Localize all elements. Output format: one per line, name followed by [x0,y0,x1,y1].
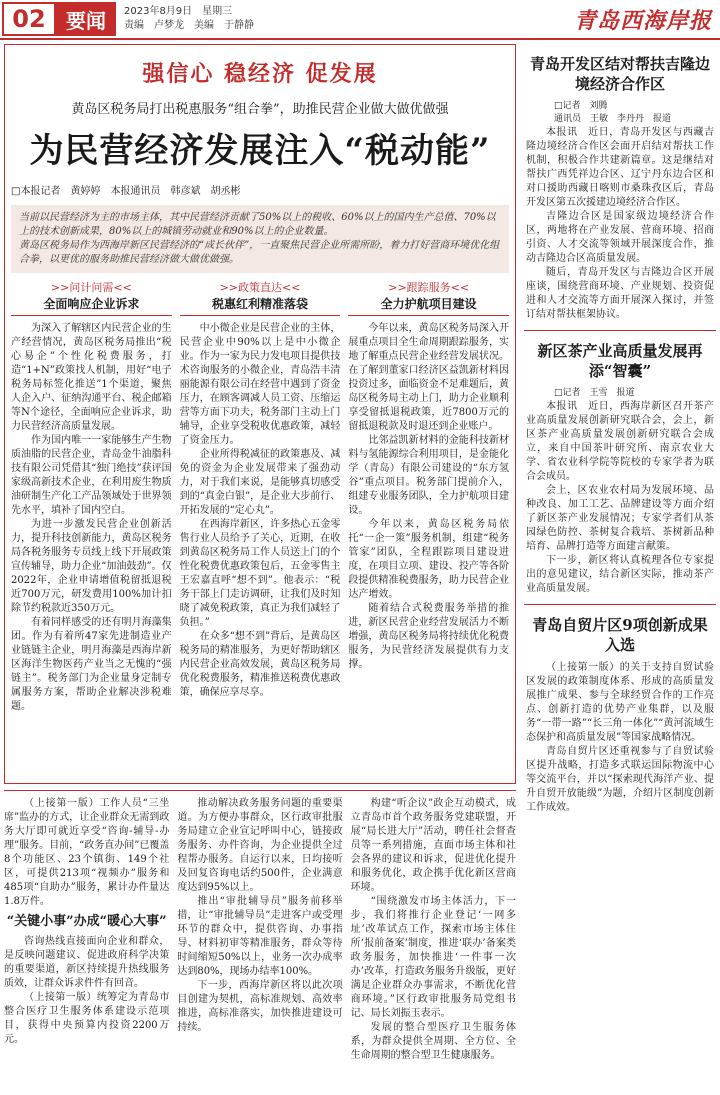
body-paragraph: 中小微企业是民营企业的主体，民营企业中90%以上是中小微企业。作为一家为民力发电项目提供技术咨询服务的小微企业，青岛浩丰清丽能源有限公司在经营中遇到了资金压力，在顾客调减人员工资、压缩运营等方面下功夫，税务部门主动上门辅导，企业享受税收优惠政策，减轻了资金压力。 [179,323,341,446]
side-byline: 通讯员 王敏 李丹丹 报道 [554,114,672,124]
box-title: “关键小事”办成“暖心大事” [6,914,167,929]
lower-column [177,797,342,1092]
lead-kicker: 黄岛区税务局打出税惠服务“组合拳”，助推民营企业做大做优做强 [71,102,449,117]
side-title: 青岛自贸片区9项创新成果入选 [532,616,708,654]
body-paragraph: 会上，区农业农村局为发展环境、品种改良、加工工艺、品牌建设等方面介绍了新区茶产业发展情况；专家学者们从茶园绿色防控、茶树复合栽培、茶树新品种培育、品牌打造等方面建言献策。 [526,485,714,552]
body-paragraph: 吉隆边合区是国家级边境经济合作区，两地将在产业发展、营商环境、招商引资、人才交流等领域开展深度合作，推动吉隆边合区高质量发展。 [526,211,714,264]
summary-paragraph: 黄岛区税务局作为西海岸新区民营经济的“成长伙伴”，一直聚焦民营企业所需所盼，着力打好营商环境优化组合拳，以更优的服务助推民营经济做大做优做强。 [19,240,500,265]
side-column [524,44,716,1092]
summary-paragraph: 当前以民营经济为主的市场主体，其中民营经济贡献了50%以上的税收、60%以上的国内生产总值、70%以上的技术创新成果，80%以上的城镇劳动就业和90%以上的企业数量。 [19,212,496,237]
body-paragraph: 为深入了解辖区内民营企业的生产经营情况，黄岛区税务局推出“税心易企”个性化税费服务，打造“1+N”政策找人机制，用好“电子税务局标签化推送”1个渠道，聚焦人企入户、征纳沟通平台、税企邮箱等N个途径，全面响应企业诉求，助力民营经济高质量发展。 [11,323,172,432]
header-meta [124,5,254,33]
body-paragraph: “围绕激发市场主体活力，下一步，我们将推行企业登记‘一网多址’改革试点工作，探索市场主体住所‘报前备案’制度，推进‘联办’备案类政务服务，加快推进‘一件事一次办’改革，打造政务服务升级版，更好满足企业群众办事需求，不断优化营商环境。”区行政审批服务局党组书记、局长刘振玉表示。 [350,896,516,1019]
page-header [0,0,720,40]
body-paragraph: 随后，青岛开发区与吉隆边合区开展座谈，围绕营商环境、产业规划、投资促进和人才交流等方面开展深入探讨，并签订结对帮扶框架协议。 [526,267,714,320]
body-paragraph: 有着同样感受的还有明月海藻集团。作为有着所47家先进制造业产业链链主企业，明月海藻是西海岸新区海洋生物医药产业当之无愧的“强链主”。税务部门为企业量身定制专属服务方案，帮助企业解决涉税难题。 [11,617,172,712]
lead-column [11,281,172,714]
body-paragraph: 今年以来，黄岛区税务局依托“一企一策”服务机制，组建“税务管家”团队，全程跟踪项目建设进度，在项目立项、建设、投产等各阶段提供精准税费服务，助力民营企业达产增效。 [348,519,510,600]
date-line: 2023年8月9日 星期三 [124,6,233,17]
column-tag: >>问计问需<< [50,281,132,294]
body-paragraph: 作为国内唯一一家能够生产生物质油脂的民营企业，青岛金牛油脂科技有限公司凭借其“独门绝技”获评国家级高新技术企业，在利用废生物质油研制生产化工产品领域处于世界领先水平，填补了国内空白。 [11,435,172,516]
body-paragraph: 本报讯 近日，青岛开发区与西藏吉隆边境经济合作区会面开启结对帮扶工作机制，积极合作共建新篇章。这是继结对帮扶广西凭祥边合区、辽宁丹东边合区和对口援助西藏日喀则市桑珠孜区后，青岛开发区第五次援建边境经济合作区。 [526,127,714,208]
body-paragraph: 在众多“想不到”背后，是黄岛区税务局的精准服务，为更好帮助辖区内民营企业高效发展，黄岛区税务局优化税费服务，精准推送税费优惠政策，确保应享尽享。 [179,631,341,698]
body-paragraph: 下一步，西海岸新区将以此次项目创建为契机，高标准规划、高效率推进，高标准落实，加快推进建设可持续。 [177,980,343,1033]
body-paragraph: 青岛自贸片区还重视参与了自贸试验区提升战略，打造多式联运国际物流中心等交流平台，并以“探索现代海洋产业、提升自贸开放能级”为题，介绍片区制度创新工作成效。 [526,746,714,813]
body-paragraph: 企业所得税减征的政策惠及、减免的资金为企业发展带来了强劲动力，对于我们来说，是能够真切感受到的“真金白银”，是企业大步前行、开拓发展的“定心丸”。 [179,449,341,516]
section-name: 要闻 [56,2,116,36]
body-paragraph: 随着结合式税费服务举措的推进，新区民营企业经营发展活力不断增强，黄岛区税务局将持续优化税费服务，为民营经济发展提供有力支撑。 [348,603,510,670]
body-paragraph: 推出“审批辅导员”服务前移举措，让“审批辅导员”走进客户或受理环节的群众中，提供咨询、办事指导、材料初审等精准服务，群众等待时间缩短50%以上，业务一次办成率达到80%，现场办结率100%。 [177,896,343,977]
lower-column [351,797,516,1092]
newspaper-logo: 青岛西海岸报 [573,8,712,34]
lead-byline: □本报记者 黄婷婷 本报通讯员 韩彦斌 胡丞彬 [11,186,241,197]
lead-column [348,281,509,714]
body-paragraph: 比邻益凯新材料的金能科技新材料与氢能源综合利用项目，是金能化学（青岛）有限公司建设的“东方氢谷”重点项目。税务部门提前介入，组建专业服务团队，全力护航项目建设。 [348,435,510,516]
body-paragraph: 下一步，新区将认真梳理各位专家提出的意见建议，结合新区实际，推动茶产业高质量发展。 [526,555,714,594]
lower-column [4,797,169,1092]
column-subhead: 全力护航项目建设 [348,297,509,316]
side-title: 新区茶产业高质量发展再添“智囊” [537,342,703,380]
editors-line: 责编 卢梦龙 美编 于静静 [124,20,254,31]
column-tag: >>政策直达<< [219,281,301,294]
lead-banner: 强信心 稳经济 促发展 [142,61,378,87]
lead-title: 为民营经济发展注入“税动能” [29,131,491,171]
lead-summary [11,205,509,273]
body-paragraph: 构建“听企议”政企互动模式，成立青岛市首个政务服务党建联盟，开展“局长进大厅”活动，聘任社会督查员等一系列措施，直面市场主体和社会各界的建议和诉求，促进优化提升和服务优化，政企携手优化新区营商环境。 [350,798,516,893]
side-byline: □记者 刘腾 [554,101,608,111]
lead-column [180,281,341,714]
side-article [524,331,716,605]
body-paragraph: 发展的整合型医疗卫生服务体系，为群众提供全周期、全方位、全生命周期的整合型卫生健康服务。 [350,1022,516,1061]
side-article [524,44,716,331]
body-paragraph: （上接第一版）的关于支持自贸试验区发展的政策制度体系、形成的高质量发展推广成果、参与全球经贸合作的工作亮点、创新打造的优势产业集群，以及服务“一带一路”“长三角一体化”“黄河流域生态保护和高质量发展”等国家战略情况。 [526,662,714,743]
lower-section [4,790,516,1092]
body-paragraph: 本报讯 近日，西海岸新区召开茶产业高质量发展创新研究联合会，会上，新区茶产业高质量发展创新研究联合会成立，来自中国茶叶研究所、南京农业大学、省农业科学院等院校的专家学者为联合会成员。 [526,401,714,482]
lead-article [4,44,516,784]
body-paragraph: （上接第一版）工作人员“三坐席”监办的方式，让企业群众无需到政务大厅即可就近享受“咨询-辅导-办理”服务。目前，“政务直办间”已覆盖8个功能区、23个镇街、149个社区，可提供213项“视频办”服务和485项“自助办”服务，累计办件量达1.8万件。 [4,798,170,907]
page-number: 02 [2,2,56,36]
side-byline: □记者 王雪 报道 [554,388,635,398]
column-tag: >>跟踪服务<< [388,281,470,294]
column-subhead: 全面响应企业诉求 [11,297,172,316]
body-paragraph: 推动解决政务服务问题的重要渠道。为方便办事群众，区行政审批服务局建立企业宣记呼叫中心，链接政务服务、办件咨询，为企业提供全过程帮办服务。自运行以来，日均接听及回复咨询电话约500件，企业满意度达到95%以上。 [177,798,343,893]
body-paragraph: 在西海岸新区，许多热心五金零售行业人员给予了关心，近期，在收到黄岛区税务局工作人员送上门的个性化税费优惠政策包后，五金零售主王宏嘉直呼“想不到”。他表示：“税务干部上门走访调研，让我们及时知晓了减免税政策，真正为我们减轻了负担。” [179,519,341,628]
lead-columns [11,281,509,714]
body-paragraph: 今年以来，黄岛区税务局深入开展重点项目全生命周期跟踪服务，实地了解重点民营企业经营发展状况。在了解到董家口经济区益凯新材料因投资过多，面临资金不足难题后，黄岛区税务局主动上门，助力企业顺利享受留抵退税政策，近7800万元的留抵退税款及时退还到企业账户。 [348,323,510,432]
column-subhead: 税惠红利精准落袋 [180,297,341,316]
side-article [524,605,716,823]
body-paragraph: 为进一步激发民营企业创新活力，提升科技创新能力，黄岛区税务局各税务服务专员线上线下开展政策宣传辅导，助力企业“加油鼓劲”。仅2022年，企业申请增值税留抵退税近700万元，研发费用100%加计扣除节约税款近350万元。 [11,519,172,614]
body-paragraph: （上接第一版）统筹定为青岛市整合医疗卫生服务体系建设示范项目，获得中央预算内投资2200万元。 [4,992,170,1045]
body-paragraph: 咨询热线直接面向企业和群众，是反映问题建议、促进政府科学决策的重要渠道，新区持续提升热线服务质效，让群众诉求件件有回音。 [4,936,170,989]
side-title: 青岛开发区结对帮扶吉隆边境经济合作区 [529,55,710,93]
